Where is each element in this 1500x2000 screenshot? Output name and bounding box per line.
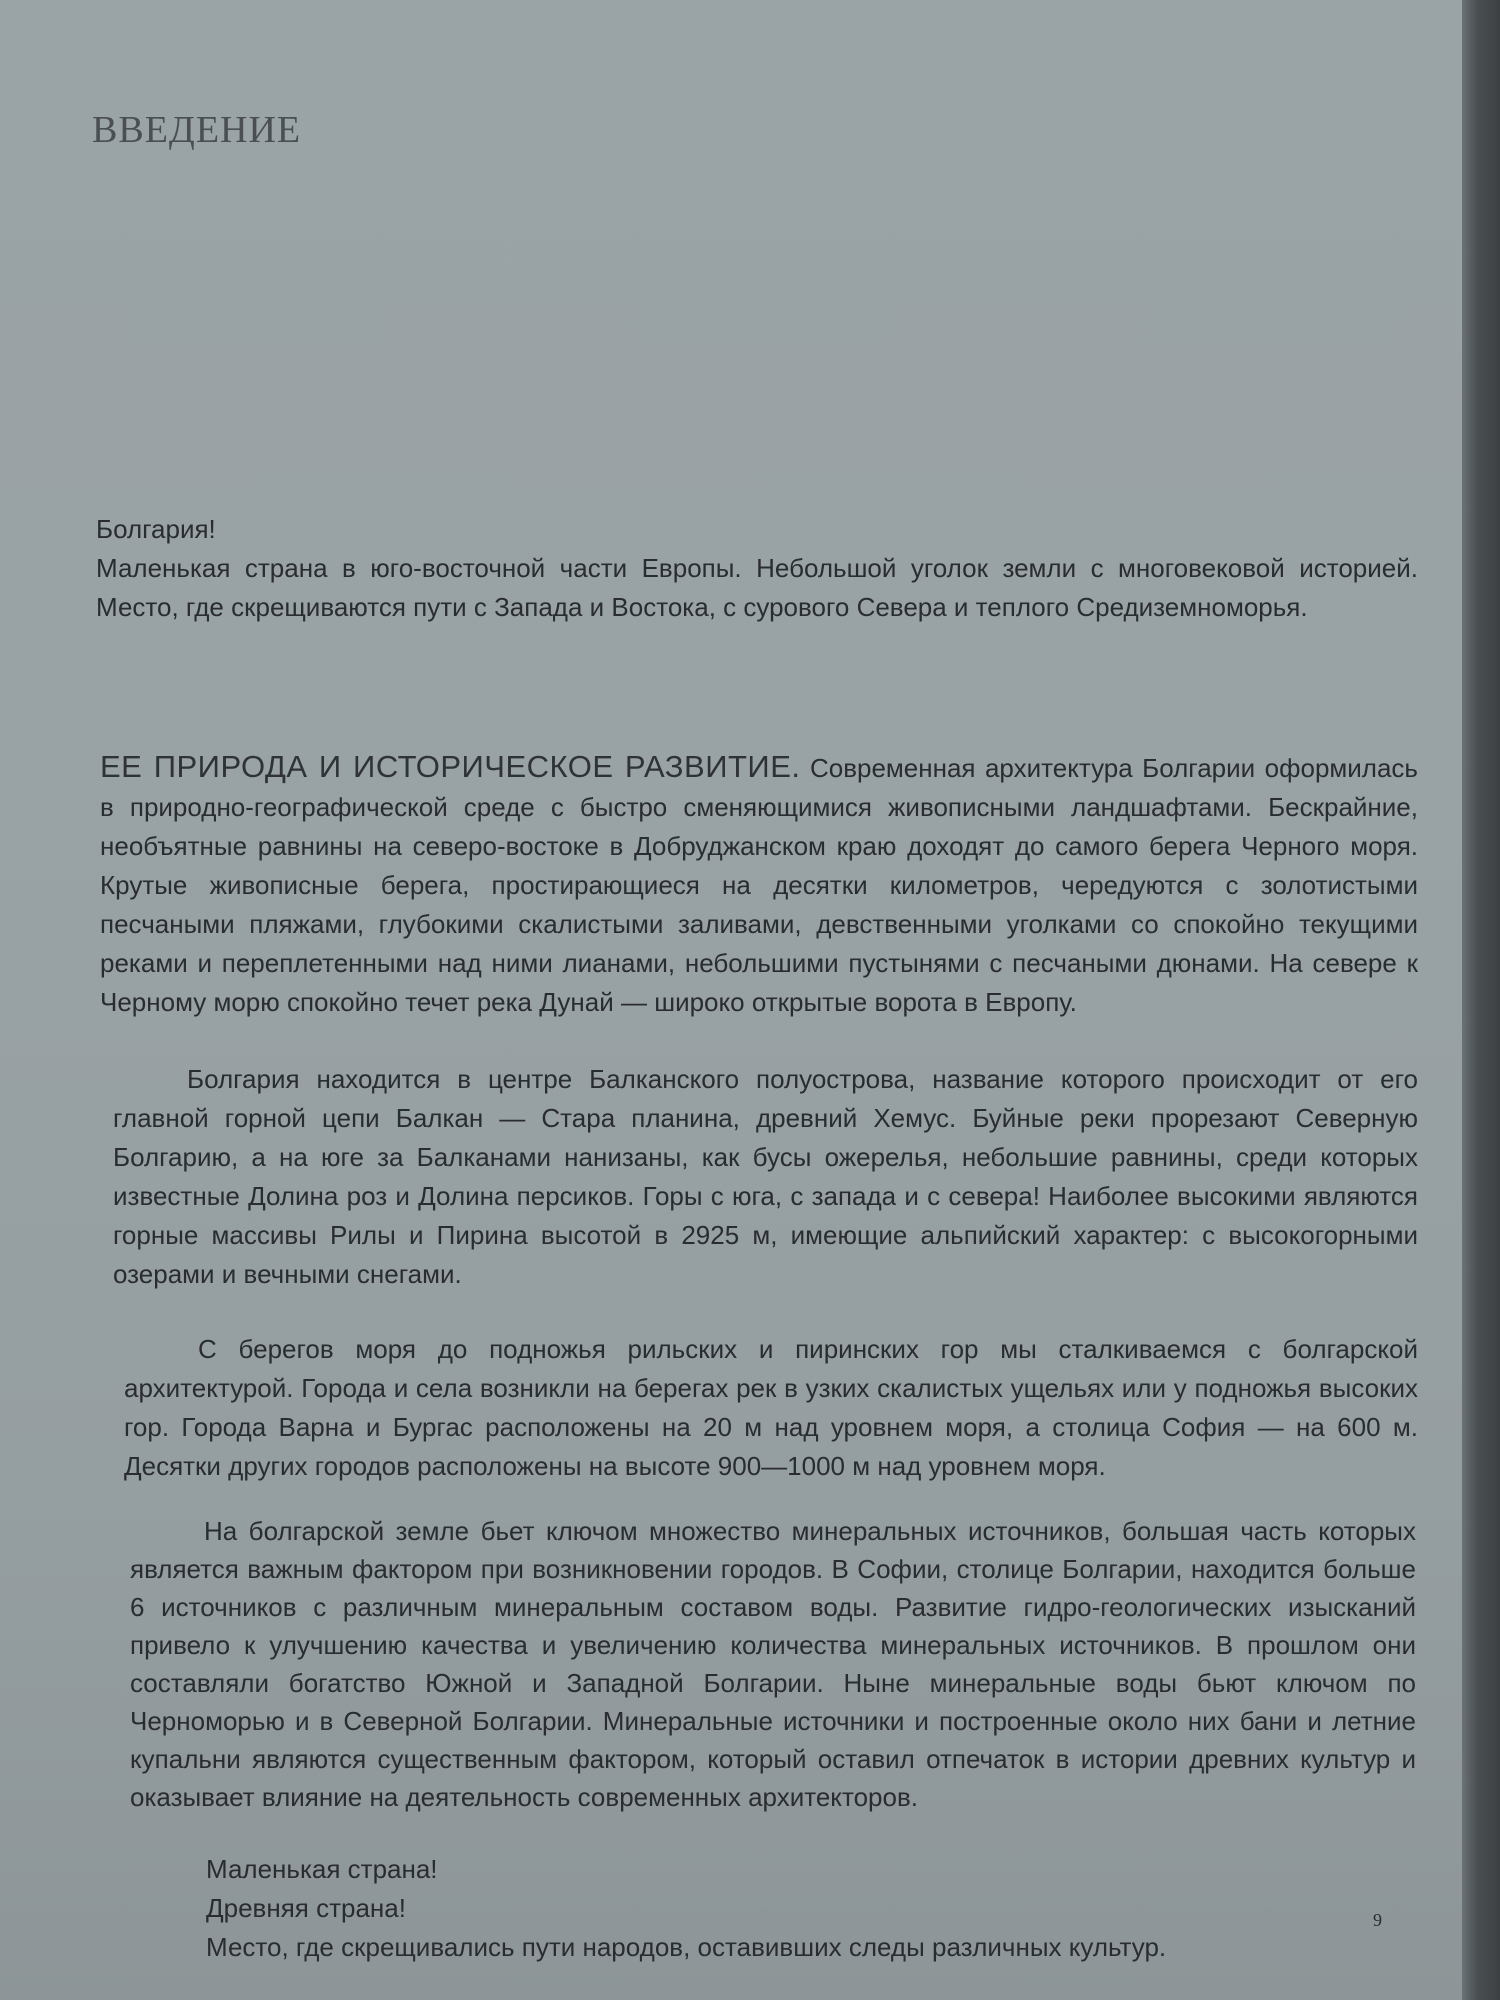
page-title: ВВЕДЕНИЕ bbox=[92, 109, 302, 151]
closing-line-2: Древняя страна! bbox=[206, 1893, 406, 1923]
paragraph-4: На болгарской земле бьет ключом множество минеральных источников, большая часть которых является важным фактором при возникновении городов. В Софии, столице Болгарии, находится больше 6 источников с различным минеральным составом воды. Развитие гидро-геологических изысканий привело к улучшению качества и увеличению количества минеральных источников. В прошлом они составляли богатство Южной и Западной Болгарии. Ныне минеральные воды бьют ключом по Черноморью и в Северной Болгарии. Минеральные источники и построенные около них бани и летние купальни являются существенным фактором, который оставил отпечаток в истории древних культур и оказывает влияние на деятельность современных архитекторов. bbox=[130, 1516, 1416, 1812]
paragraph-3-block bbox=[124, 1330, 1418, 1486]
section-nature-history bbox=[100, 747, 1418, 1022]
section-paragraph-2: Болгария находится в центре Балканского полуострова, название которого происходит от его главной горной цепи Балкан — Стара планина, древний Хемус. Буйные реки прорезают Северную Болгарию, а на юге за Балканами нанизаны, как бусы ожерелья, небольшие равнины, среди которых известные Долина роз и Долина персиков. Горы с юга, с запада и с севера! Наиболее высокими являются горные массивы Рилы и Пирина высотой в 2925 м, имеющие альпийский характер: с высокогорными озерами и вечными снегами. bbox=[113, 1064, 1418, 1289]
page-number: 9 bbox=[1373, 1910, 1382, 1930]
closing-line-1: Маленькая страна! bbox=[206, 1854, 438, 1884]
section-paragraph-1 bbox=[100, 747, 1418, 1022]
section-paragraph-1-text: Современная архитектура Болгарии оформилась в природно-географической среде с быстро сменяющимися живописными ландшафтами. Бескрайние, необъятные равнины на северо-востоке в Добруджанском краю доходят до самого берега Черного моря. Крутые живописные берега, простирающиеся на десятки километров, чередуются с золотистыми песчаными пляжами, глубокими скалистыми заливами, девственными уголками со спокойно текущими реками и переплетенными над ними лианами, небольшими пустынями с песчаными дюнами. На севере к Черному морю спокойно течет река Дунай — широко открытые ворота в Европу. bbox=[100, 753, 1418, 1017]
intro-text: Маленькая страна в юго-восточной части Европы. Небольшой уголок земли с многовековой историей. Место, где скрещиваются пути с Запада и Востока, с сурового Севера и теплого Средиземноморья. bbox=[96, 553, 1418, 622]
page-edge-shadow bbox=[1462, 0, 1500, 2000]
closing-line-3: Место, где скрещивались пути народов, оставивших следы различных культур. bbox=[206, 1932, 1167, 1962]
paragraph-4-block bbox=[130, 1512, 1416, 1816]
intro-block bbox=[96, 510, 1418, 627]
intro-exclamation: Болгария! bbox=[96, 514, 216, 544]
section-heading: ЕЕ ПРИРОДА И ИСТОРИЧЕСКОЕ РАЗВИТИЕ. bbox=[100, 749, 801, 784]
closing-lines bbox=[132, 1850, 1422, 1967]
paragraph-3: С берегов моря до подножья рильских и пиринских гор мы сталкиваемся с болгарской архитектурой. Города и села возникли на берегах рек в узких скалистых ущельях или у подножья высоких гор. Города Варна и Бургас расположены на 20 м над уровнем моря, а столица София — на 600 м. Десятки других городов расположены на высоте 900—1000 м над уровнем моря. bbox=[124, 1334, 1418, 1481]
section-paragraph-2-block bbox=[113, 1060, 1418, 1294]
